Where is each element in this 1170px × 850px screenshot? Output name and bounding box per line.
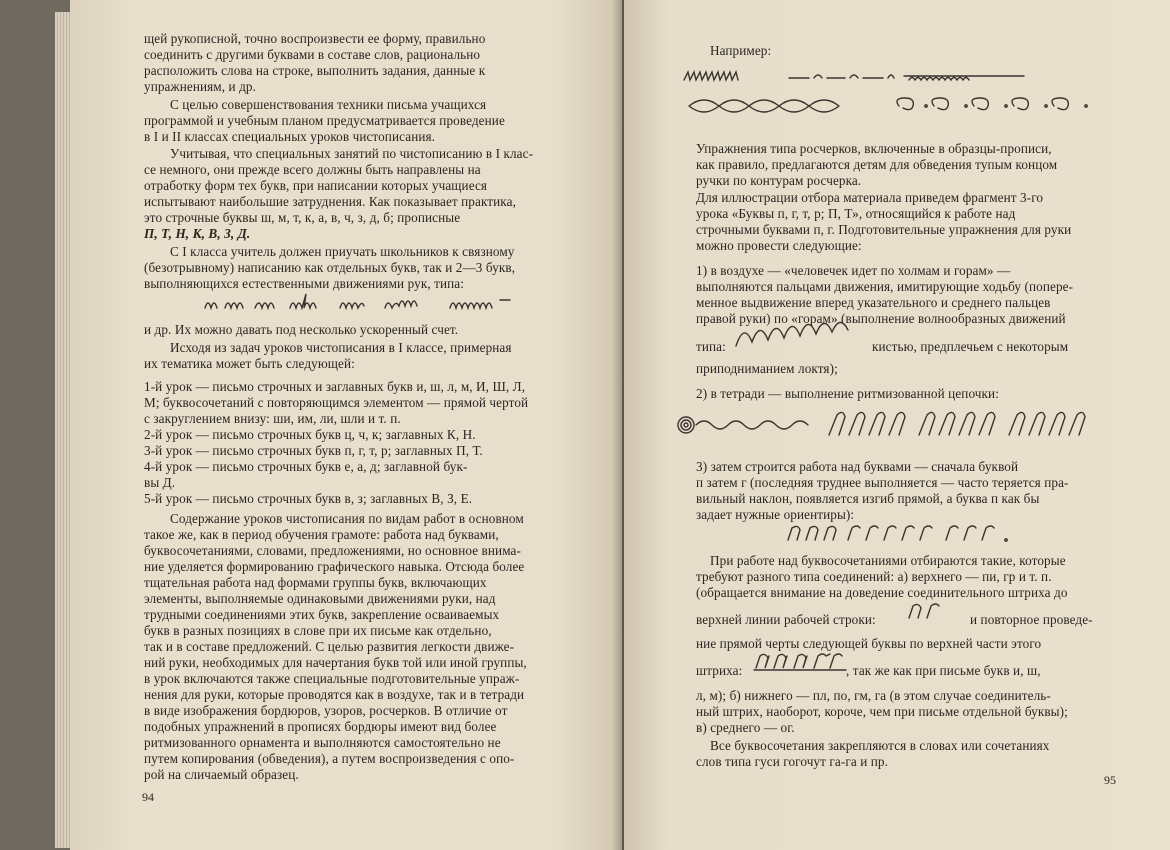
text-line: как правило, предлагаются детям для обведения тупым концом <box>696 157 1058 172</box>
text-line: подобных упражнений в прописях бордюры имеют вид более <box>144 719 497 734</box>
text-line: тщательная работа над формами группы букв, включающих <box>144 575 487 590</box>
rhythmic-chain-image <box>674 405 1114 445</box>
right-page <box>624 0 1170 850</box>
letters-p-g-image <box>784 520 1024 546</box>
text-line: вы Д. <box>144 475 176 490</box>
text-line: рой на сличаемый образец. <box>144 767 299 782</box>
text-line: ручки по контурам росчерка. <box>696 173 862 188</box>
ornament-borders-image <box>684 62 1124 122</box>
text-line: требуют разного типа соединений: а) верхнего — пи, гр и т. п. <box>696 569 1052 584</box>
text-line: так и в составе предложений. С целью развития легкости движе- <box>144 639 515 654</box>
text-line: отработку форм тех букв, при написании которых учащиеся <box>144 178 488 193</box>
text-line: испытывают наибольшие затруднения. Как показывает практика, <box>144 194 516 209</box>
text-line: трудными соединениями этих букв, закрепление осваиваемых <box>144 607 500 622</box>
text-line: можно провести следующие: <box>696 238 862 253</box>
text-line: правой руки) по «горам» (выполнение волнообразных движений <box>696 311 1066 326</box>
text-line: щей рукописной, точно воспроизвести ее форму, правильно <box>144 31 486 46</box>
text-line: Исходя из задач уроков чистописания в I классе, примерная <box>170 340 512 355</box>
text-line: Все буквосочетания закрепляются в словах или сочетаниях <box>710 738 1050 753</box>
text-line: Содержание уроков чистописания по видам работ в основном <box>170 511 524 526</box>
text-line: в I и II классах специальных уроков чистописания. <box>144 129 436 144</box>
text-line: соединить с другими буквами в составе слов, рационально <box>144 47 481 62</box>
text-line: л, м); б) нижнего — пл, по, гм, га (в этом случае соединитель- <box>696 688 1051 703</box>
text-line: М; буквосочетаний с повторяющимся элементом — прямой чертой <box>144 395 529 410</box>
text-line: выполняющихся естественными движениями рук, типа: <box>144 276 465 291</box>
text-line: буквосочетаниями, словами, предложениями, но основное внима- <box>144 543 522 558</box>
text-line: ние уделяется формированию графического навыка. Отсюда более <box>144 559 525 574</box>
text-line: 1) в воздухе — «человечек идет по холмам и горам» — <box>696 263 1011 278</box>
text-line: Учитывая, что специальных занятий по чистописанию в I клас- <box>170 146 534 161</box>
connection-stroke-image <box>907 600 957 624</box>
wave-motion-image <box>736 320 866 350</box>
text-line: строчными буквами п, г. Подготовительные упражнения для руки <box>696 222 1072 237</box>
text-line: 1-й урок — письмо строчных и заглавных букв и, ш, л, м, И, Ш, Л, <box>144 379 526 394</box>
cursive-example-image <box>200 288 540 318</box>
text-line: 4-й урок — письмо строчных букв е, а, д; заглавной бук- <box>144 459 468 474</box>
text-line: в виде изображения бордюров, узоров, росчерков. В отличие от <box>144 703 508 718</box>
page-number: 95 <box>1104 773 1116 787</box>
text-line: урока «Буквы п, г, т, р; П, Т», относящийся к работе над <box>696 206 1016 221</box>
text-line: 2) в тетради — выполнение ритмизованной цепочки: <box>696 386 999 401</box>
text-line: Например: <box>710 43 772 58</box>
text-line: 5-й урок — письмо строчных букв в, з; заглавных В, З, Е. <box>144 491 473 506</box>
text-line: 3-й урок — письмо строчных букв п, г, т, р; заглавных П, Т. <box>144 443 483 458</box>
text-line: Для иллюстрации отбора материала приведем фрагмент 3-го <box>696 190 1044 205</box>
text-line: (безотрывному) написанию как отдельных букв, так и 2—3 букв, <box>144 260 516 275</box>
text-line: их тематика может быть следующей: <box>144 356 355 371</box>
text-line: п затем г (последняя труднее выполняется — часто теряется пра- <box>696 475 1069 490</box>
text-line: приподниманием локтя); <box>696 361 838 376</box>
text-line: , так же как при письме букв и, ш, <box>846 663 1041 678</box>
text-line: ний руки, необходимых для начертания букв той или иной группы, <box>144 655 527 670</box>
text-line: верхней линии рабочей строки: <box>696 612 876 627</box>
text-line: с закруглением внизу: ши, им, ли, шли и т. п. <box>144 411 401 426</box>
text-line: вильный наклон, появляется изгиб прямой, а буква п как бы <box>696 491 1040 506</box>
text-line: Упражнения типа росчерков, включенные в образцы-прописи, <box>696 141 1052 156</box>
text-line: и повторное проведе- <box>970 612 1093 627</box>
text-line: се немного, они прежде всего должны быть направлены на <box>144 162 481 177</box>
text-line: типа: <box>696 339 726 354</box>
text-line: 2-й урок — письмо строчных букв ц, ч, к; заглавных К, Н. <box>144 427 476 442</box>
text-line: П, Т, Н, К, В, З, Д. <box>144 226 251 241</box>
letter-combinations-image <box>754 650 849 674</box>
text-line: нения для руки, которые проводятся как в воздухе, так и в тетради <box>144 687 525 702</box>
text-line: штриха: <box>696 663 743 678</box>
text-line: кистью, предплечьем с некоторым <box>872 339 1069 354</box>
text-line: (обращается внимание на доведение соединительного штриха до <box>696 585 1068 600</box>
left-page <box>70 0 622 850</box>
text-line: При работе над буквосочетаниями отбираются такие, которые <box>710 553 1066 568</box>
text-line: программой и учебным планом предусматривается проведение <box>144 113 505 128</box>
text-line: ние прямой черты следующей буквы по верхней части этого <box>696 636 1042 651</box>
text-line: упражнениям, и др. <box>144 79 256 94</box>
text-line: и др. Их можно давать под несколько ускоренный счет. <box>144 322 459 337</box>
text-line: ный штрих, наоборот, короче, чем при письме отдельной буквы); <box>696 704 1068 719</box>
text-line: слов типа гуси гогочут га-га и пр. <box>696 754 888 769</box>
text-line: менное выдвижение вперед указательного и среднего пальцев <box>696 295 1051 310</box>
text-line: выполняются пальцами движения, имитирующие ходьбу (попере- <box>696 279 1074 294</box>
text-line: элементы, выполняемые одинаковыми движениями руки, над <box>144 591 496 606</box>
text-line: в) среднего — ог. <box>696 720 795 735</box>
page-number: 94 <box>142 790 154 804</box>
text-line: такое же, как в период обучения грамоте: работа над буквами, <box>144 527 499 542</box>
text-line: 3) затем строится работа над буквами — сначала буквой <box>696 459 1019 474</box>
text-line: ритмизованного орнамента и выполняются самостоятельно не <box>144 735 501 750</box>
text-line: это строчные буквы ш, м, т, к, а, в, ч, з, д, б; прописные <box>144 210 461 225</box>
text-line: букв в разных позициях в слове при их письме как отдельно, <box>144 623 492 638</box>
text-line: С I класса учитель должен приучать школьников к связному <box>170 244 515 259</box>
text-line: задает нужные ориентиры): <box>696 507 855 522</box>
text-line: С целью совершенствования техники письма учащихся <box>170 97 487 112</box>
text-line: путем копирования (обведения), а путем воспроизведения с опо- <box>144 751 515 766</box>
text-line: в урок включаются также специальные подготовительные упраж- <box>144 671 520 686</box>
text-line: расположить слова на строке, выполнить задания, данные к <box>144 63 486 78</box>
